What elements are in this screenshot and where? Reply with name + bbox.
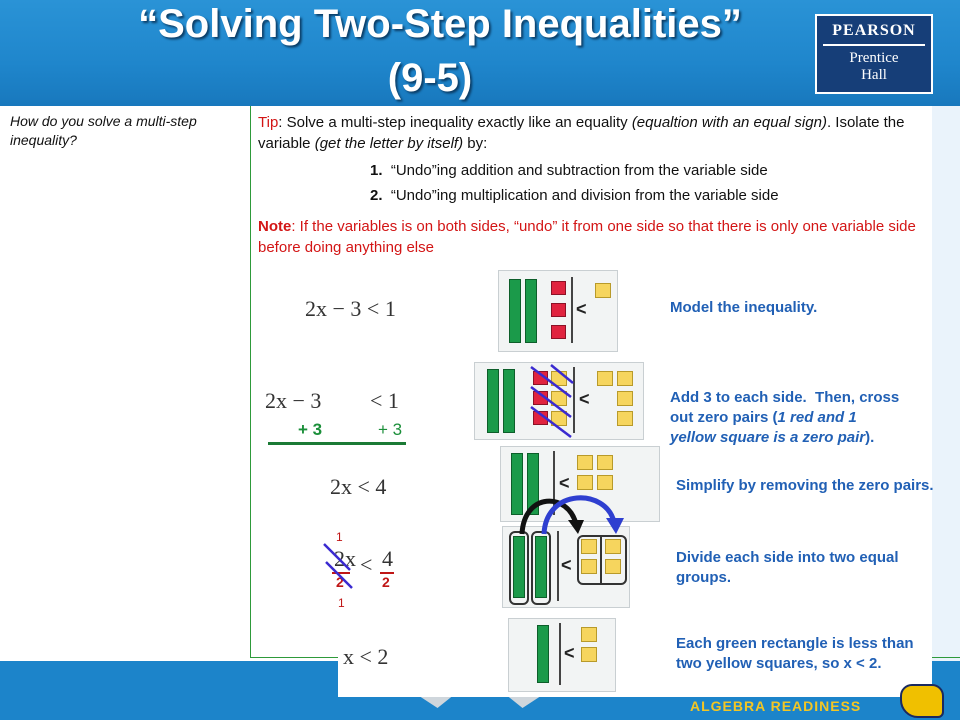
zero-pair-cross-outs [527, 363, 577, 439]
grouping-arrows [510, 486, 640, 546]
row4-fraction-left: 2x [334, 546, 356, 571]
row5-description: Each green rectangle is less than two yellow squares, so x < 2. [676, 635, 914, 672]
row4-fraction-right: 4 [382, 546, 393, 571]
mascot-icon [900, 684, 944, 718]
row4-numerator-top: 1 [336, 530, 343, 544]
right-stripe [932, 106, 960, 661]
row3-tile-model: < [500, 446, 660, 522]
step-1: 1. “Undo”ing addition and subtraction from the variable side [370, 162, 768, 179]
logo-line2: Hall [861, 67, 887, 83]
essential-question: How do you solve a multi-step inequality? [10, 113, 197, 148]
row2-expression-left: 2x − 3 [265, 388, 322, 413]
logo-line1: Prentice [849, 50, 899, 66]
row1-expression: 2x − 3 < 1 [305, 296, 396, 321]
row2-underline [268, 442, 406, 445]
tip-label: Tip [258, 114, 279, 131]
row3-description: Simplify by removing the zero pairs. [676, 477, 934, 494]
column-divider [250, 106, 251, 658]
row5-tile-model: < [508, 618, 616, 692]
row4-numerator-bottom: 1 [338, 596, 345, 610]
row4-tile-model: < [502, 526, 630, 608]
row1-description: Model the inequality. [670, 299, 818, 316]
logo-brand: PEARSON [832, 22, 916, 39]
row3-expression: 2x < 4 [330, 474, 387, 499]
note-label: Note [258, 218, 292, 235]
row4-less-than: < [360, 552, 373, 577]
row2-description: Add 3 to each side. Then, cross out zero pairs (1 red and 1 yellow square is a zero pair). [670, 389, 900, 446]
page-subtitle: (9-5) [387, 56, 473, 100]
row4-description: Divide each side into two equal groups. [676, 549, 899, 586]
pearson-logo [815, 14, 933, 94]
row2-add-right: + 3 [378, 420, 403, 439]
row1-tile-model: < [498, 270, 618, 352]
row4-denominator-right: 2 [382, 574, 390, 590]
step-2: 2. “Undo”ing multiplication and division from the variable side [370, 187, 779, 204]
row4-cancel-marks [320, 540, 360, 592]
row4-denominator-left: 2 [336, 574, 344, 590]
row2-tile-model: < [474, 362, 644, 440]
row2-expression-right: < 1 [370, 388, 399, 413]
row5-expression: x < 2 [343, 644, 389, 669]
row2-add-left: + 3 [298, 420, 323, 439]
note-paragraph: Note: If the variables is on both sides, “undo” it from one side so that there is only one variable side before doing anything else [258, 218, 916, 256]
tip-paragraph: Tip: Solve a multi-step inequality exactly like an equality (equaltion with an equal sign). Isolate the variable (get the letter by itself) by: [258, 114, 905, 152]
footer-label: ALGEBRA READINESS [690, 698, 862, 714]
page-title: “Solving Two-Step Inequalities” [138, 2, 742, 46]
